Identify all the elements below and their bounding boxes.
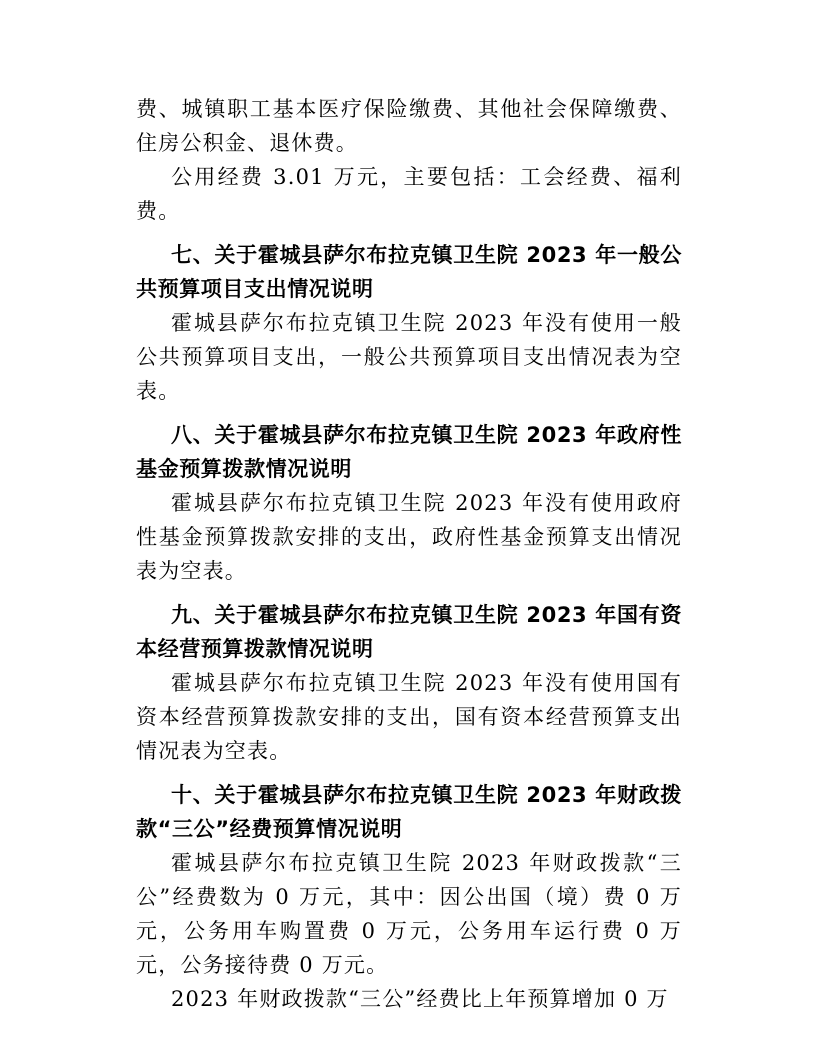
section-heading-8: 八、关于霍城县萨尔布拉克镇卫生院 2023 年政府性基金预算拨款情况说明 [136, 423, 682, 481]
paragraph-section-7: 霍城县萨尔布拉克镇卫生院 2023 年没有使用一般公共预算项目支出，一般公共预算项目支出情况表为空表。 [136, 311, 682, 403]
paragraph-section-10a: 霍城县萨尔布拉克镇卫生院 2023 年财政拨款“三公”经费数为 0 万元，其中：因公出国（境）费 0 万元，公务用车购置费 0 万元，公务用车运行费 0 万元，公务接待费 0 万元。 [136, 851, 682, 977]
paragraph-section-8: 霍城县萨尔布拉克镇卫生院 2023 年没有使用政府性基金预算拨款安排的支出，政府性基金预算支出情况表为空表。 [136, 491, 682, 583]
paragraph-section-9: 霍城县萨尔布拉克镇卫生院 2023 年没有使用国有资本经营预算拨款安排的支出，国有资本经营预算支出情况表为空表。 [136, 671, 682, 763]
section-heading-9: 九、关于霍城县萨尔布拉克镇卫生院 2023 年国有资本经营预算拨款情况说明 [136, 603, 682, 661]
paragraph-section-10b: 2023 年财政拨款“三公”经费比上年预算增加 0 万 [171, 987, 669, 1011]
section-heading-10: 十、关于霍城县萨尔布拉克镇卫生院 2023 年财政拨款“三公”经费预算情况说明 [136, 783, 682, 841]
section-heading-7: 七、关于霍城县萨尔布拉克镇卫生院 2023 年一般公共预算项目支出情况说明 [136, 243, 682, 301]
paragraph-continuation: 费、城镇职工基本医疗保险缴费、其他社会保障缴费、住房公积金、退休费。 [136, 97, 682, 155]
document-page [136, 92, 682, 1016]
paragraph-public-funds: 公用经费 3.01 万元，主要包括：工会经费、福利费。 [136, 165, 682, 223]
